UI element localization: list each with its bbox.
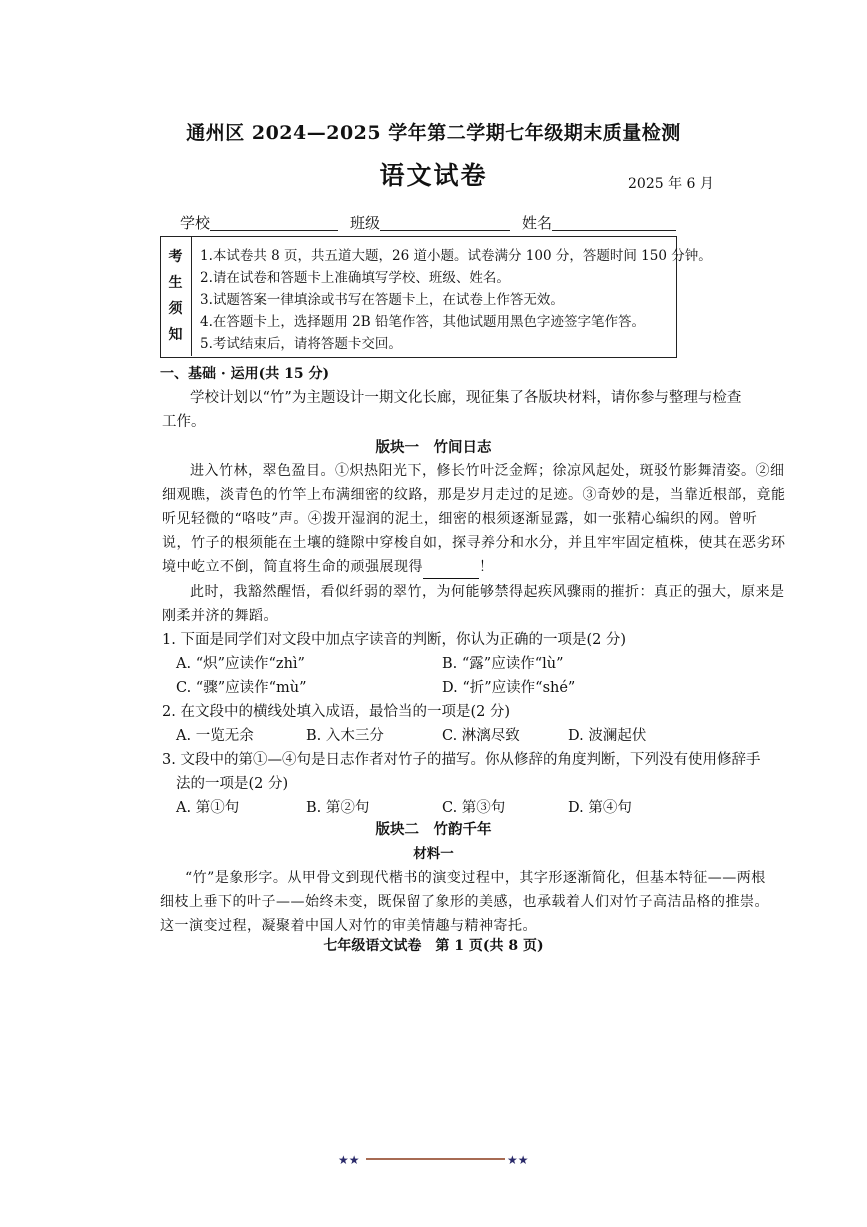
answer-blank[interactable] — [423, 564, 479, 579]
block-title: 版块二 竹韵千年 — [375, 821, 492, 838]
question-option[interactable]: C. 淋漓尽致 — [442, 728, 520, 744]
passage-line: 细枝上垂下的叶子——始终未变，既保留了象形的美感，也承载着人们对竹子高洁品格的推崇。 — [160, 894, 769, 910]
svg-text:★★: ★★ — [507, 1153, 529, 1167]
question-option[interactable]: A. 第①句 — [176, 800, 240, 816]
name-line[interactable] — [552, 230, 676, 231]
question-option[interactable]: B. “露”应读作“lù” — [442, 656, 564, 672]
notice-item: 5.考试结束后，请将答题卡交回。 — [200, 336, 402, 352]
block-title: 版块一 竹间日志 — [375, 439, 492, 456]
intro-line: 工作。 — [162, 414, 206, 430]
question-option[interactable]: B. 入木三分 — [306, 728, 384, 744]
question-stem: 2. 在文段中的横线处填入成语，最恰当的一项是(2 分) — [162, 704, 511, 720]
exam-date: 2025 年 6 月 — [628, 176, 714, 192]
notice-head-char: 知 — [168, 327, 183, 343]
svg-text:★★: ★★ — [338, 1153, 360, 1167]
question-option[interactable]: D. “折”应读作“shé” — [442, 680, 576, 696]
question-stem: 法的一项是(2 分) — [176, 776, 289, 792]
material-label: 材料一 — [413, 846, 454, 862]
notice-item: 1.本试卷共 8 页，共五道大题，26 道小题。试卷满分 100 分，答题时间 150 分钟。 — [200, 248, 712, 264]
class-label: 班级 — [350, 214, 381, 232]
question-option[interactable]: B. 第②句 — [306, 800, 370, 816]
passage-line: “竹”是象形字。从甲骨文到现代楷书的演变过程中，其字形逐渐简化，但基本特征——两根 — [185, 870, 766, 886]
question-option[interactable]: C. “骤”应读作“mù” — [176, 680, 307, 696]
exam-title: 通州区 2024—2025 学年第二学期七年级期末质量检测 — [186, 122, 681, 144]
question-option[interactable]: D. 第④句 — [568, 800, 632, 816]
question-option[interactable]: D. 波澜起伏 — [568, 728, 647, 744]
school-label: 学校 — [180, 214, 211, 232]
question-option[interactable]: A. 一览无余 — [176, 728, 254, 744]
passage-line: 这一演变过程，凝聚着中国人对竹的审美情趣与精神寄托。 — [160, 918, 537, 934]
passage-line: 进入竹林，翠色盈目。①炽热阳光下，修长竹叶泛金辉；徐凉风起处，斑驳竹影舞清姿。②细 — [190, 463, 785, 479]
question-stem: 3. 文段中的第①—④句是日志作者对竹子的描写。你从修辞的角度判断，下列没有使用修辞手 — [162, 752, 761, 768]
exam-subtitle: 语文试卷 — [379, 161, 488, 190]
notice-head-char: 生 — [168, 275, 183, 291]
passage-line: 听见轻微的“咯吱”声。④拨开湿润的泥土，细密的根须逐渐显露，如一张精心编织的网。曾听 — [162, 511, 758, 527]
passage-line: 细观瞧，淡青色的竹竿上布满细密的纹路，那是岁月走过的足迹。③奇妙的是，当靠近根部，竟能 — [162, 487, 786, 503]
passage-line: 说，竹子的根须能在土壤的缝隙中穿梭自如，探寻养分和水分，并且牢牢固定植株，使其在恶劣环 — [162, 535, 786, 551]
question-stem: 1. 下面是同学们对文段中加点字读音的判断，你认为正确的一项是(2 分) — [162, 632, 627, 648]
notice-item: 4.在答题卡上，选择题用 2B 铅笔作答，其他试题用黑色字迹签字笔作答。 — [200, 314, 645, 330]
notice-head-char: 考 — [168, 249, 183, 265]
section-heading: 一、基础 · 运用(共 15 分) — [160, 366, 330, 382]
passage-text: 境中屹立不倒，简直将生命的顽强展现得 — [162, 559, 423, 575]
passage-text: ！ — [479, 559, 494, 575]
notice-item: 3.试题答案一律填涂或书写在答题卡上，在试卷上作答无效。 — [200, 292, 564, 308]
intro-line: 学校计划以“竹”为主题设计一期文化长廊，现征集了各版块材料，请你参与整理与检查 — [190, 390, 742, 406]
question-option[interactable]: C. 第③句 — [442, 800, 506, 816]
notice-item: 2.请在试卷和答题卡上准确填写学校、班级、姓名。 — [200, 270, 510, 286]
passage-line: 此时，我豁然醒悟，看似纤弱的翠竹，为何能够禁得起疾风骤雨的摧折：真正的强大，原来是 — [190, 584, 785, 600]
passage-line — [162, 555, 494, 579]
ornament-divider-icon — [338, 1150, 533, 1170]
page-footer: 七年级语文试卷 第 1 页(共 8 页) — [323, 938, 544, 954]
question-option[interactable]: A. “炽”应读作“zhì” — [176, 656, 305, 672]
notice-head-char: 须 — [168, 301, 183, 317]
school-line[interactable] — [210, 230, 338, 231]
class-line[interactable] — [380, 230, 510, 231]
passage-line: 刚柔并济的舞蹈。 — [162, 608, 278, 624]
name-label: 姓名 — [522, 214, 553, 232]
notice-head — [160, 236, 192, 356]
